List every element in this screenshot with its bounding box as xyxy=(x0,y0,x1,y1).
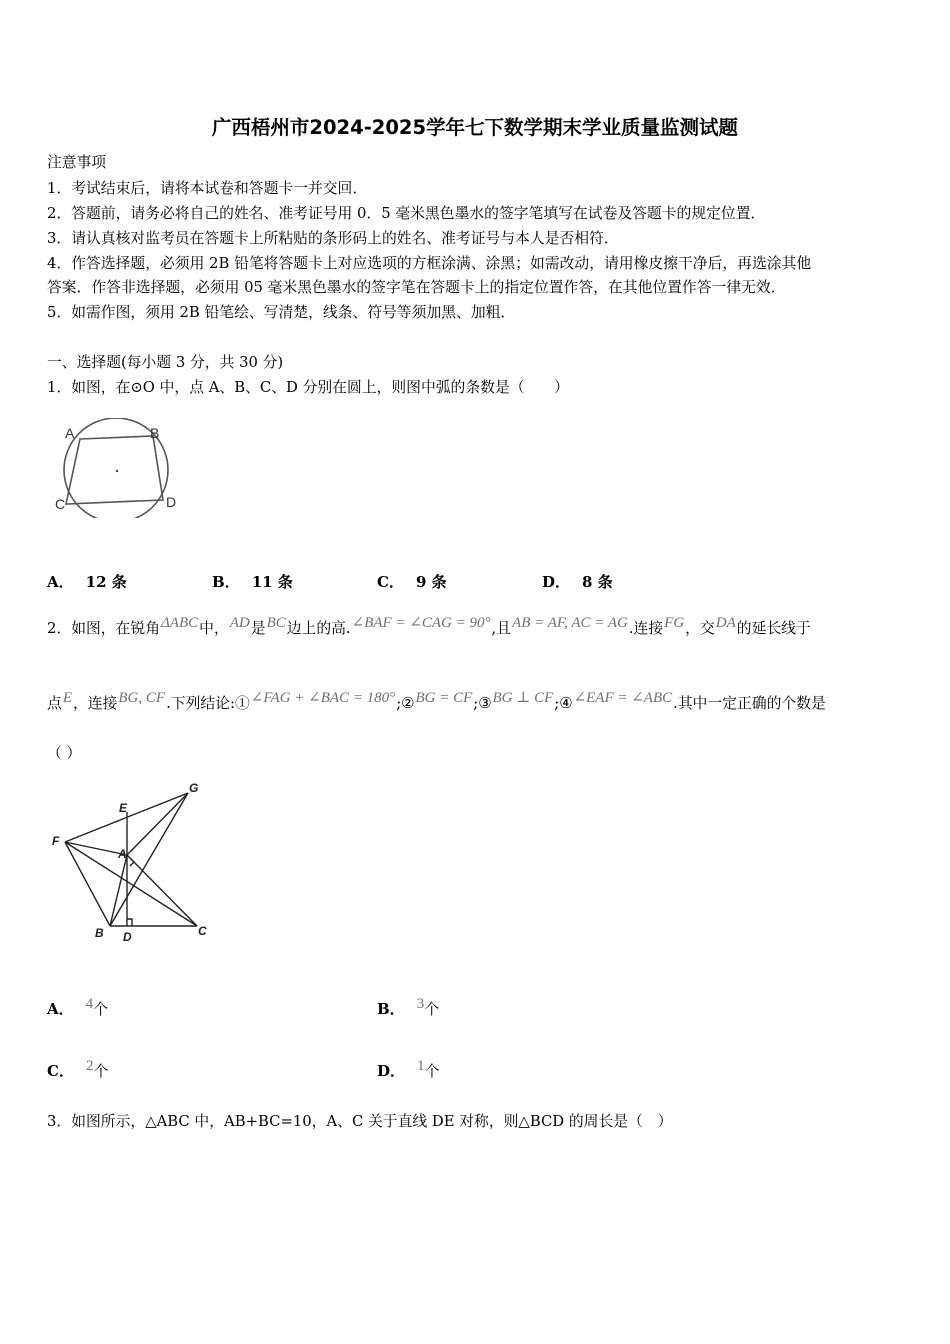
q1-stem: 1．如图，在⊙O 中，点 A、B、C、D 分别在圆上，则图中弧的条数是（ ） xyxy=(47,379,569,396)
q2-option-b: B． 3个 xyxy=(377,996,440,1018)
q2-stem-line2: 点E，连接BG, CF.下列结论:①∠FAG + ∠BAC = 180°;②BG = CF;③BG ⊥ CF;④∠EAF = ∠ABC.其中一定正确的个数是 xyxy=(47,690,826,712)
label-a: A xyxy=(118,847,127,861)
label-a: A xyxy=(65,425,75,441)
q2-option-d: D． 1个 xyxy=(377,1058,440,1080)
q1-option-d: D． 8 条 xyxy=(542,573,613,591)
notice-item: 3．请认真核对监考员在答题卡上所粘贴的条形码上的姓名、准考证号与本人是否相符． xyxy=(47,230,619,247)
segment-ac xyxy=(127,855,197,926)
section-heading: 一、选择题(每小题 3 分，共 30 分) xyxy=(47,354,284,371)
notice-item: 1．考试结束后，请将本试卷和答题卡一并交回． xyxy=(47,180,368,197)
label-d: D xyxy=(166,494,177,510)
notice-item: 5．如需作图，须用 2B 铅笔绘、写清楚，线条、符号等须加黑、加粗． xyxy=(47,304,516,321)
label-c: C xyxy=(55,496,66,512)
notice-item: 4．作答选择题，必须用 2B 铅笔将答题卡上对应选项的方框涂满、涂黑；如需改动，请用橡皮擦干净后，再选涂其他 xyxy=(47,255,812,272)
q2-option-c: C． 2个 xyxy=(47,1058,109,1080)
label-g: G xyxy=(189,781,199,795)
q2-option-a: A． 4个 xyxy=(47,996,109,1018)
notice-item: 2．答题前，请务必将自己的姓名、准考证号用 0．5 毫米黑色墨水的签字笔填写在试卷及答题卡的规定位置． xyxy=(47,205,766,222)
q1-figure xyxy=(50,418,185,518)
q2-stem-line1: 2．如图，在锐角ΔABC中，AD是BC边上的高.∠BAF = ∠CAG = 90°,且AB = AF, AC = AG.连接FG，交DA的延长线于 xyxy=(47,615,811,637)
q2-stem-line3: （ ） xyxy=(47,745,82,762)
notice-heading: 注意事项 xyxy=(47,154,107,171)
segment-ab xyxy=(110,855,127,926)
segment-cf xyxy=(65,842,197,926)
page-title: 广西梧州市2024-2025学年七下数学期末学业质量监测试题 xyxy=(211,116,739,139)
quadrilateral-abcd xyxy=(66,436,163,504)
segment-fb xyxy=(65,842,110,926)
notice-item: 答案．作答非选择题，必须用 05 毫米黑色墨水的签字笔在答题卡上的指定位置作答，在其他位置作答一律无效． xyxy=(47,279,786,296)
q1-option-a: A． 12 条 xyxy=(47,573,127,591)
q1-option-c: C． 9 条 xyxy=(377,573,447,591)
label-b: B xyxy=(150,425,160,441)
label-b: B xyxy=(95,926,104,940)
right-angle-mark-a xyxy=(130,858,134,866)
label-e: E xyxy=(119,801,128,815)
center-point xyxy=(116,470,118,472)
label-d: D xyxy=(123,930,132,944)
q2-figure xyxy=(45,775,220,950)
right-angle-mark-d xyxy=(127,919,132,926)
label-f: F xyxy=(52,834,60,848)
q3-stem: 3．如图所示，△ABC 中，AB+BC=10，A、C 关于直线 DE 对称，则△BCD 的周长是（ ） xyxy=(47,1113,673,1130)
label-c: C xyxy=(198,924,207,938)
q1-option-b: B． 11 条 xyxy=(212,573,293,591)
